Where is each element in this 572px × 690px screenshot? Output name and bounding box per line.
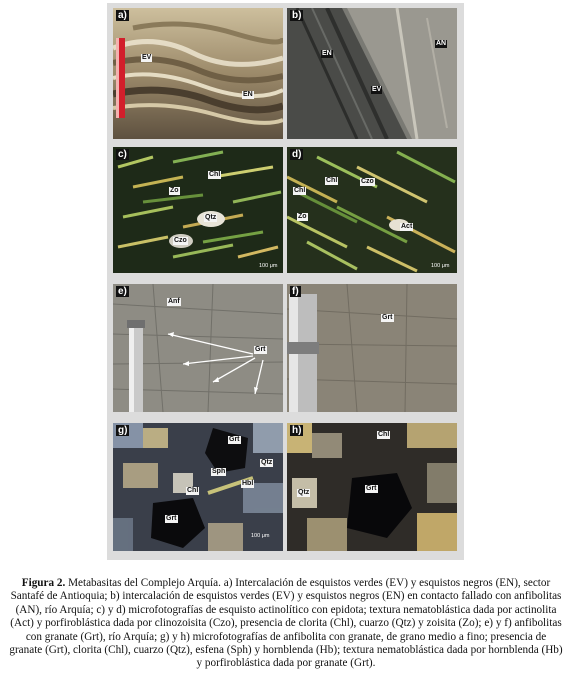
label-chl: Chl [209, 171, 221, 178]
label-zo: Zo [170, 187, 179, 194]
garnet-amphibolite-outcrop [287, 284, 457, 412]
label-qtz: Qtz [205, 214, 217, 221]
scale-bar-label: 100 μm [431, 263, 450, 269]
label-grt: Grt [229, 436, 240, 443]
scale-bar-label: 100 μm [259, 263, 278, 269]
label-qtz: Qtz [298, 489, 310, 496]
label-en: EN [322, 50, 332, 57]
label-en: EN [243, 91, 253, 98]
label-zo: Zo [298, 213, 307, 220]
panel-letter-g: g) [118, 425, 128, 436]
panel-c-micrograph [113, 147, 283, 273]
label-ev: EV [372, 86, 382, 93]
panel-letter-e: e) [118, 286, 127, 297]
panel-letter-h: h) [292, 425, 302, 436]
panel-letter-a: a) [118, 10, 127, 21]
label-grt: Grt [366, 485, 377, 492]
label-chl: Chl [378, 431, 390, 438]
label-ev: EV [142, 54, 152, 61]
label-grt: Grt [382, 314, 393, 321]
panel-letter-b: b) [292, 10, 302, 21]
label-hbl: Hbl [242, 480, 254, 487]
panel-e-photo [113, 284, 283, 412]
label-sph: Sph [212, 468, 226, 475]
label-act: Act [401, 223, 413, 230]
label-chl: Chl [294, 187, 306, 194]
actinolite-schist-micrograph [113, 147, 283, 273]
panel-a-photo [113, 8, 283, 139]
caption-text: Metabasitas del Complejo Arquía. a) Intercalación de esquistos verdes (EV) y esquistos negros (EN), sector Santafé de Antioquia; b) intercalación de esquistos verdes (EV) y esquistos negros (EN) en contacto fallado con anfibolitas (AN), río Arquía; c) y d) microfotografías de esquisto actinolítico con epidota; textura nematoblástica dada por actinolita (Act) y porfiroblástica dada por clinozoisita (Czo), presencia de clorita (Chl), cuarzo (Qtz) y zoisita (Zo); e) y f) anfibolitas con granate (Grt), río Arquía; g) y h) microfotografías de anfibolita con granate, de grano medio a fino; presencia de granate (Grt), clorita (Chl), cuarzo (Qtz), esfena (Sph) y hornblenda (Hb); textura nematoblástica dada por hornblenda (Hb) y porfiroblástica dada por granate (Grt). [9, 577, 563, 670]
label-czo: Czo [174, 237, 187, 244]
panel-letter-f: f) [292, 286, 299, 297]
label-chl: Chl [187, 487, 199, 494]
actinolite-schist-micrograph [287, 147, 457, 273]
label-qtz: Qtz [261, 459, 273, 466]
label-anf: Anf [168, 298, 180, 305]
panel-d-micrograph [287, 147, 457, 273]
panel-g-micrograph [113, 423, 283, 551]
panel-letter-d: d) [292, 149, 302, 160]
label-czo: Czo [361, 178, 374, 185]
panel-h-micrograph [287, 423, 457, 551]
scale-bar-label: 100 μm [251, 533, 270, 539]
label-grt: Grt [166, 515, 177, 522]
faulted-contact-image [287, 8, 457, 139]
caption-label: Figura 2. [21, 577, 66, 589]
panel-b-photo [287, 8, 457, 139]
panel-f-photo [287, 284, 457, 412]
figure-caption [8, 577, 564, 671]
label-grt: Grt [255, 346, 266, 353]
label-an: AN [436, 40, 447, 47]
panel-letter-c: c) [118, 149, 127, 160]
label-chl: Chl [326, 177, 338, 184]
banded-schist-image [113, 8, 283, 139]
